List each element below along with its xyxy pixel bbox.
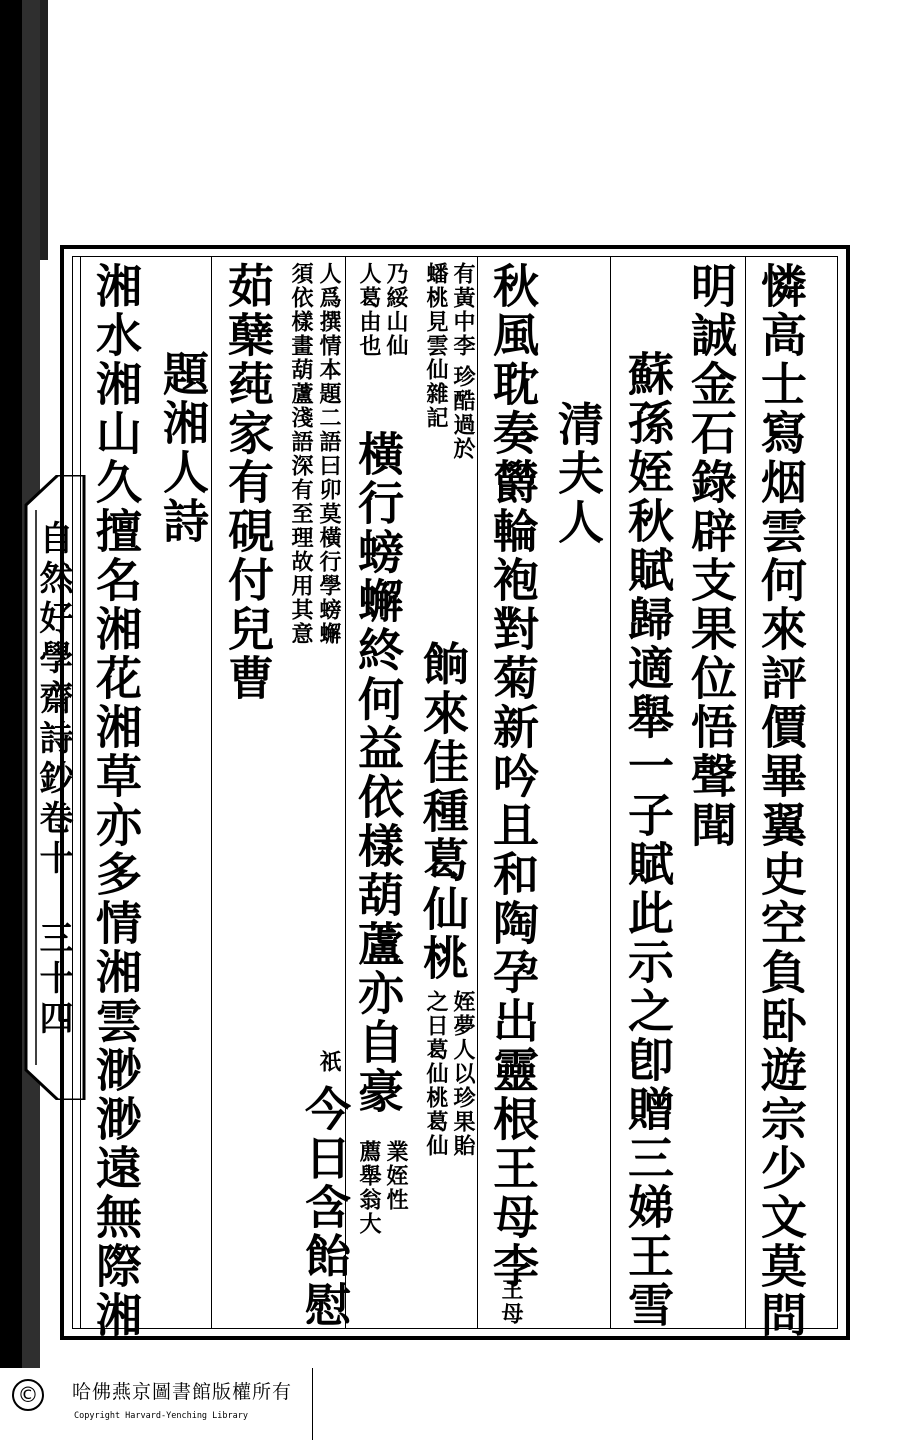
text-column-10: 題湘人詩 (156, 350, 210, 546)
interlinear-note: 蟠桃見雲仙雜記 (423, 262, 449, 430)
text-column-3: 蘇孫姪秋賦歸適舉一子賦此示之卽贈三娣王雪 (621, 350, 675, 1330)
interlinear-note: 珍酷過於 (450, 365, 476, 461)
text-column-6: 餉來佳種葛仙桃 (416, 640, 470, 983)
column-rule (477, 256, 478, 1329)
text-column-1: 憐高士寫烟雲何來評價畢翼史空負卧遊宗少文莫問 (754, 262, 808, 1340)
column-rule (211, 256, 212, 1329)
copyright-english: Copyright Harvard-Yenching Library (74, 1411, 248, 1421)
interlinear-note: 之日葛仙桃葛仙 (423, 990, 449, 1158)
interlinear-note: 有黃中李 (450, 262, 476, 358)
interlinear-note: 祇 (316, 1050, 342, 1074)
text-column-8: 今日含飴慰 (298, 1085, 352, 1330)
interlinear-note: 須依樣畫葫蘆淺語深有至理故用其意 (288, 262, 314, 646)
column-rule (745, 256, 746, 1329)
interlinear-note: 姪夢人以珍果貽 (450, 990, 476, 1158)
text-column-7: 橫行螃蠏終何益依樣葫蘆亦自豪 (351, 430, 405, 1116)
text-column-11: 湘水湘山久擅名湘花湘草亦多情湘雲渺渺遠無際湘 (89, 262, 143, 1340)
interlinear-note: 業姪性 (383, 1140, 409, 1212)
text-column-2: 明誠金石錄辟支果位悟聲聞 (684, 262, 738, 850)
text-column-5: 秋風耽奏欝輪袍對菊新吟且和陶孕出靈根王母李 (486, 262, 540, 1291)
copyright-icon: © (12, 1379, 44, 1411)
copyright-chinese: 哈佛燕京圖書館版權所有 (72, 1381, 293, 1403)
interlinear-note: 王母 (498, 1278, 524, 1326)
interlinear-note: 薦舉翁大 (356, 1140, 382, 1236)
scan-margin-mark (40, 0, 48, 260)
text-column-4: 清夫人 (551, 400, 605, 547)
text-column-9: 茹蘖莼家有硯付兒曹 (221, 262, 275, 703)
column-rule (80, 256, 81, 1329)
interlinear-note: 人葛由也 (356, 262, 382, 358)
column-rule (610, 256, 611, 1329)
fore-edge-label: 自然好學齋詩鈔卷十 三十四 (33, 520, 73, 1040)
interlinear-note: 人爲撰情本題二語曰卯莫橫行學螃蠏 (316, 262, 342, 646)
interlinear-note: 乃綏山仙 (383, 262, 409, 358)
